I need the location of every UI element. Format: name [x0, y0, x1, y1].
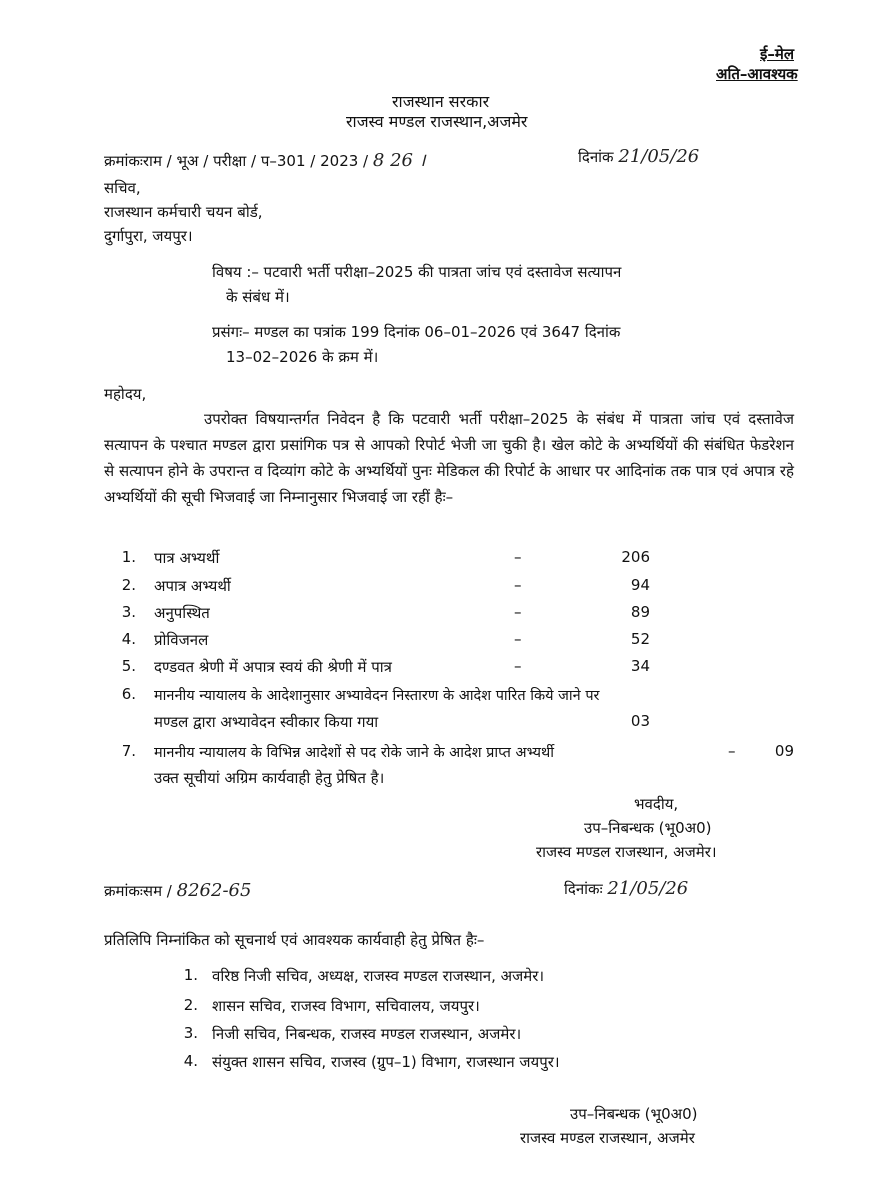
salutation: महोदय, [104, 385, 147, 403]
subject-line-1: विषय :– पटवारी भर्ती परीक्षा–2025 की पात्रता जांच एवं दस्तावेज सत्यापन [212, 263, 622, 281]
copy-ref-prefix: क्रमांकःसम / [104, 882, 172, 900]
closing-line: उक्त सूचीयां अग्रिम कार्यवाही हेतु प्रेषित है। [154, 769, 385, 787]
recipient-line-1: सचिव, [104, 179, 141, 197]
ref-prefix: क्रमांकःराम / भूअ / परीक्षा / प–301 / 2023 / [104, 152, 369, 170]
copy-signatory-office: राजस्व मण्डल राजस्थान, अजमेर [520, 1129, 695, 1147]
ref-handwritten: 8 26 । [372, 150, 426, 171]
email-label: ई–मेल [760, 45, 795, 63]
org-name: राजस्थान सरकार [392, 92, 490, 111]
ref-number [104, 148, 426, 172]
signatory-title: उप–निबन्धक (भू0अ0) [584, 819, 712, 837]
recipient-line-2: राजस्थान कर्मचारी चयन बोर्ड, [104, 203, 263, 221]
copy-date-handwritten: 21/05/26 [607, 878, 689, 899]
sign-off: भवदीय, [634, 795, 679, 813]
copy-ref-handwritten: 8262-65 [176, 880, 252, 901]
subject-line-2: के संबंध में। [226, 288, 290, 306]
date-label: दिनांक [578, 148, 614, 166]
copy-intro: प्रतिलिपि निम्नांकित को सूचनार्थ एवं आवश्यक कार्यवाही हेतु प्रेषित हैः– [104, 931, 485, 949]
copy-ref-number [104, 880, 251, 901]
body-text: उपरोक्त विषयान्तर्गत निवेदन है कि पटवारी भर्ती परीक्षा–2025 के संबंध में पात्रता जांच एवं दस्तावेज सत्यापन के पश्चात मण्डल द्वारा प्रसांगिक पत्र से आपको रिपोर्ट भेजी जा चुकी है। खेल कोटे के अभ्यर्थियों की संबंधित फेडरेशन से सत्यापन होने के उपरान्त व दिव्यांग कोटे के अभ्यर्थियों पुनः मेडिकल की रिपोर्ट के आधार पर आदिनांक तक पात्र एवं अपात्र रहे अभ्यर्थियों की सूची भिजवाई जा निम्नानुसार भिजवाई जा रहीं हैः– [104, 410, 794, 506]
recipient-line-3: दुर्गापुरा, जयपुर। [104, 227, 193, 245]
copy-date-label: दिनांकः [564, 880, 603, 898]
body-paragraph [104, 406, 794, 510]
urgent-label: अति–आवश्यक [716, 65, 798, 83]
reference-line-2: 13–02–2026 के क्रम में। [226, 348, 379, 366]
copy-date [564, 878, 688, 899]
letter-date [578, 146, 699, 167]
signatory-office: राजस्व मण्डल राजस्थान, अजमेर। [536, 843, 717, 861]
copy-signatory-title: उप–निबन्धक (भू0अ0) [570, 1105, 698, 1123]
org-office: राजस्व मण्डल राजस्थान,अजमेर [346, 112, 528, 131]
date-handwritten: 21/05/26 [618, 146, 700, 167]
reference-line-1: प्रसंगः– मण्डल का पत्रांक 199 दिनांक 06–01–2026 एवं 3647 दिनांक [212, 323, 621, 341]
